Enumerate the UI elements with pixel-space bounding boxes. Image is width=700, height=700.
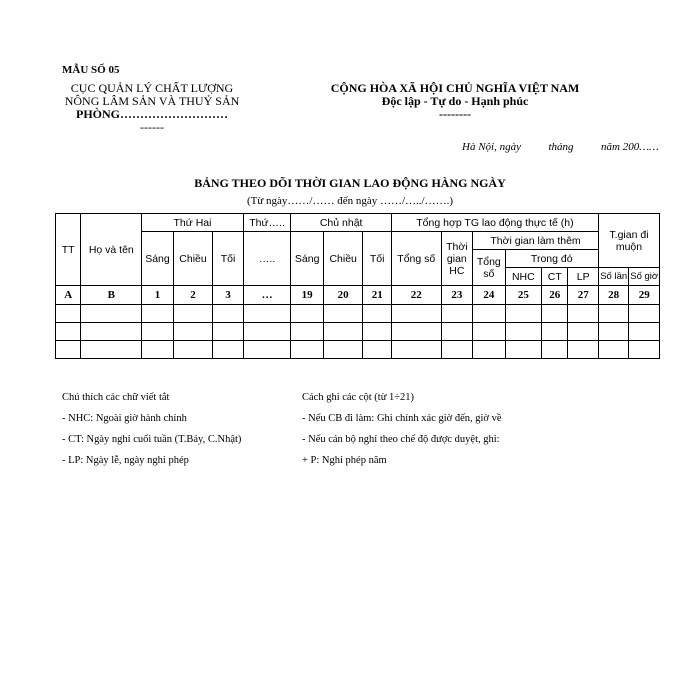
instruction-item: - Nếu CB đi làm: Ghi chính xác giờ đến, giờ về: [302, 413, 502, 424]
header-sunday-morning: Sáng: [291, 232, 323, 286]
agency-line-2: NÔNG LÂM SẢN VÀ THUỶ SẢN: [64, 94, 240, 108]
table-row: [56, 323, 660, 341]
column-code-row: [56, 286, 660, 305]
motto-rule: --------: [439, 107, 471, 121]
period-line: (Từ ngày……/…… đến ngày ……/…../…….): [246, 195, 454, 207]
column-code: 27: [568, 286, 599, 305]
header-ct: CT: [542, 268, 568, 286]
header-of-which: Trong đó: [505, 250, 598, 268]
document-title: BẢNG THEO DÕI THỜI GIAN LAO ĐỘNG HÀNG NGÀY: [194, 176, 506, 190]
header-summary: Tổng hợp TG lao động thực tế (h): [391, 214, 598, 232]
date-month: tháng: [548, 141, 574, 153]
header-total-overtime: Tổng số: [473, 250, 505, 286]
column-code: 22: [391, 286, 441, 305]
column-code: A: [56, 286, 81, 305]
header-weekday-other: Thứ…..: [243, 214, 291, 232]
instruction-item: + P: Nghỉ phép năm: [302, 455, 387, 466]
date-line: [462, 141, 659, 153]
column-instructions: [302, 391, 502, 475]
header-monday-afternoon: Chiều: [173, 232, 213, 286]
header-late: T.gian đi muộn: [598, 214, 659, 268]
republic-name: CỘNG HÒA XÃ HỘI CHỦ NGHĨA VIỆT NAM: [330, 81, 580, 95]
header-admin-time: Thời gian HC: [441, 232, 472, 286]
republic-block: [326, 82, 584, 121]
header-name: Họ và tên: [81, 214, 142, 286]
header-lp: LP: [568, 268, 599, 286]
header-overtime: Thời gian làm thêm: [473, 232, 599, 250]
instructions-heading: Cách ghi các cột (từ 1÷21): [302, 392, 415, 403]
header-total: Tổng số: [391, 232, 441, 286]
date-place: Hà Nội, ngày: [462, 141, 521, 153]
column-code: 21: [363, 286, 391, 305]
column-code: 1: [142, 286, 173, 305]
column-code: 19: [291, 286, 323, 305]
header-late-hours: Số giờ: [629, 268, 660, 286]
header-late-times: Số lần: [598, 268, 628, 286]
abbreviation-notes: [62, 391, 241, 475]
department-line: PHÒNG………………………: [76, 107, 228, 121]
agency-block: [52, 82, 252, 134]
header-monday-evening: Tối: [213, 232, 243, 286]
column-code: 24: [473, 286, 505, 305]
column-code: 2: [173, 286, 213, 305]
column-code: 20: [323, 286, 363, 305]
table-row: [56, 341, 660, 359]
column-code: 3: [213, 286, 243, 305]
timesheet-table: [55, 213, 660, 359]
column-code: …: [243, 286, 291, 305]
agency-rule: ------: [140, 120, 164, 134]
instruction-item: - Nếu cán bộ nghỉ theo chế độ được duyệt, ghi:: [302, 434, 500, 445]
header-sunday: Chủ nhật: [291, 214, 391, 232]
column-code: 25: [505, 286, 542, 305]
header-sunday-evening: Tối: [363, 232, 391, 286]
header-monday: Thứ Hai: [142, 214, 243, 232]
abbreviation-item: - CT: Ngày nghỉ cuối tuần (T.Bảy, C.Nhật): [62, 434, 242, 445]
column-code: 28: [598, 286, 628, 305]
abbreviation-item: - LP: Ngày lễ, ngày nghỉ phép: [62, 455, 189, 466]
column-code: 26: [542, 286, 568, 305]
table-row: [56, 305, 660, 323]
date-year: năm 200……: [601, 141, 659, 153]
column-code: 23: [441, 286, 472, 305]
header-tt: TT: [56, 214, 81, 286]
column-code: B: [81, 286, 142, 305]
header-sunday-afternoon: Chiều: [323, 232, 363, 286]
agency-line-1: CỤC QUẢN LÝ CHẤT LƯỢNG: [70, 81, 234, 95]
abbreviation-heading: Chú thích các chữ viết tắt: [62, 392, 170, 403]
abbreviation-item: - NHC: Ngoài giờ hành chính: [62, 413, 187, 424]
header-nhc: NHC: [505, 268, 542, 286]
header-other-ellipsis: …..: [243, 232, 291, 286]
header-monday-morning: Sáng: [142, 232, 173, 286]
column-code: 29: [629, 286, 660, 305]
form-code: MẪU SỐ 05: [62, 64, 120, 76]
motto: Độc lập - Tự do - Hạnh phúc: [381, 94, 529, 108]
